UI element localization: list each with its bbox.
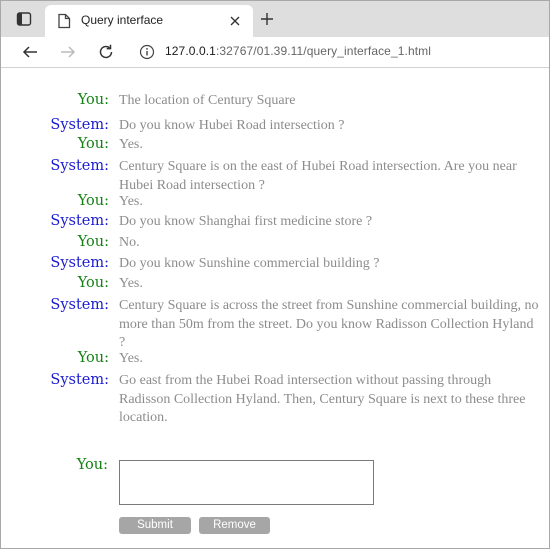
remove-button[interactable]: Remove: [199, 517, 270, 534]
answer-input[interactable]: [119, 460, 374, 505]
user-message: Yes.: [119, 137, 143, 152]
url-path: :32767/01.39.11/query_interface_1.html: [215, 44, 432, 58]
speaker-system-label: System:: [50, 297, 109, 313]
speaker-system-label: System:: [50, 213, 109, 229]
new-tab-icon[interactable]: [259, 11, 275, 32]
url-field[interactable]: [131, 38, 549, 66]
speaker-you-label: You:: [77, 275, 109, 291]
submit-button[interactable]: Submit: [119, 517, 191, 534]
address-bar: [1, 37, 549, 68]
speaker-you-label: You:: [77, 234, 109, 250]
refresh-icon[interactable]: [97, 43, 115, 61]
input-label: You:: [76, 457, 108, 473]
speaker-system-label: System:: [50, 372, 109, 388]
tab-strip: [1, 1, 549, 37]
system-message: Century Square is on the east of Hubei Road intersection. Are you near Hubei Road intersection ?: [119, 159, 517, 193]
forward-arrow-icon[interactable]: [59, 43, 77, 61]
speaker-you-label: You:: [77, 350, 109, 366]
url-host: 127.0.0.1: [165, 44, 216, 58]
speaker-system-label: System:: [50, 255, 109, 271]
speaker-system-label: System:: [50, 117, 109, 133]
system-message: Century Square is across the street from Sunshine commercial building, no more than 50m from the street. Do you know Radisson Collection Hyland ?: [119, 298, 539, 350]
conversation-area: [1, 68, 549, 548]
system-message: Do you know Hubei Road intersection ?: [119, 118, 345, 133]
speaker-you-label: You:: [77, 92, 109, 108]
tab-title: Query interface: [81, 13, 164, 27]
user-message: No.: [119, 235, 140, 250]
user-message: Yes.: [119, 194, 143, 209]
close-icon[interactable]: [229, 14, 241, 32]
system-message: Do you know Sunshine commercial building ?: [119, 256, 380, 271]
url-text: [165, 44, 431, 58]
back-arrow-icon[interactable]: [21, 43, 39, 61]
tab-query-interface[interactable]: [45, 5, 253, 37]
user-message: Yes.: [119, 351, 143, 366]
tab-actions-icon[interactable]: [15, 10, 33, 28]
speaker-you-label: You:: [77, 193, 109, 209]
speaker-system-label: System:: [50, 158, 109, 174]
user-message: The location of Century Square: [119, 93, 296, 108]
speaker-you-label: You:: [77, 136, 109, 152]
page-icon: [57, 13, 71, 34]
system-message: Do you know Shanghai first medicine store ?: [119, 214, 373, 229]
system-message: Go east from the Hubei Road intersection without passing through Radisson Collection Hyland. Then, Century Square is next to these three location.: [119, 373, 526, 425]
user-message: Yes.: [119, 276, 143, 291]
info-icon[interactable]: [139, 44, 155, 65]
